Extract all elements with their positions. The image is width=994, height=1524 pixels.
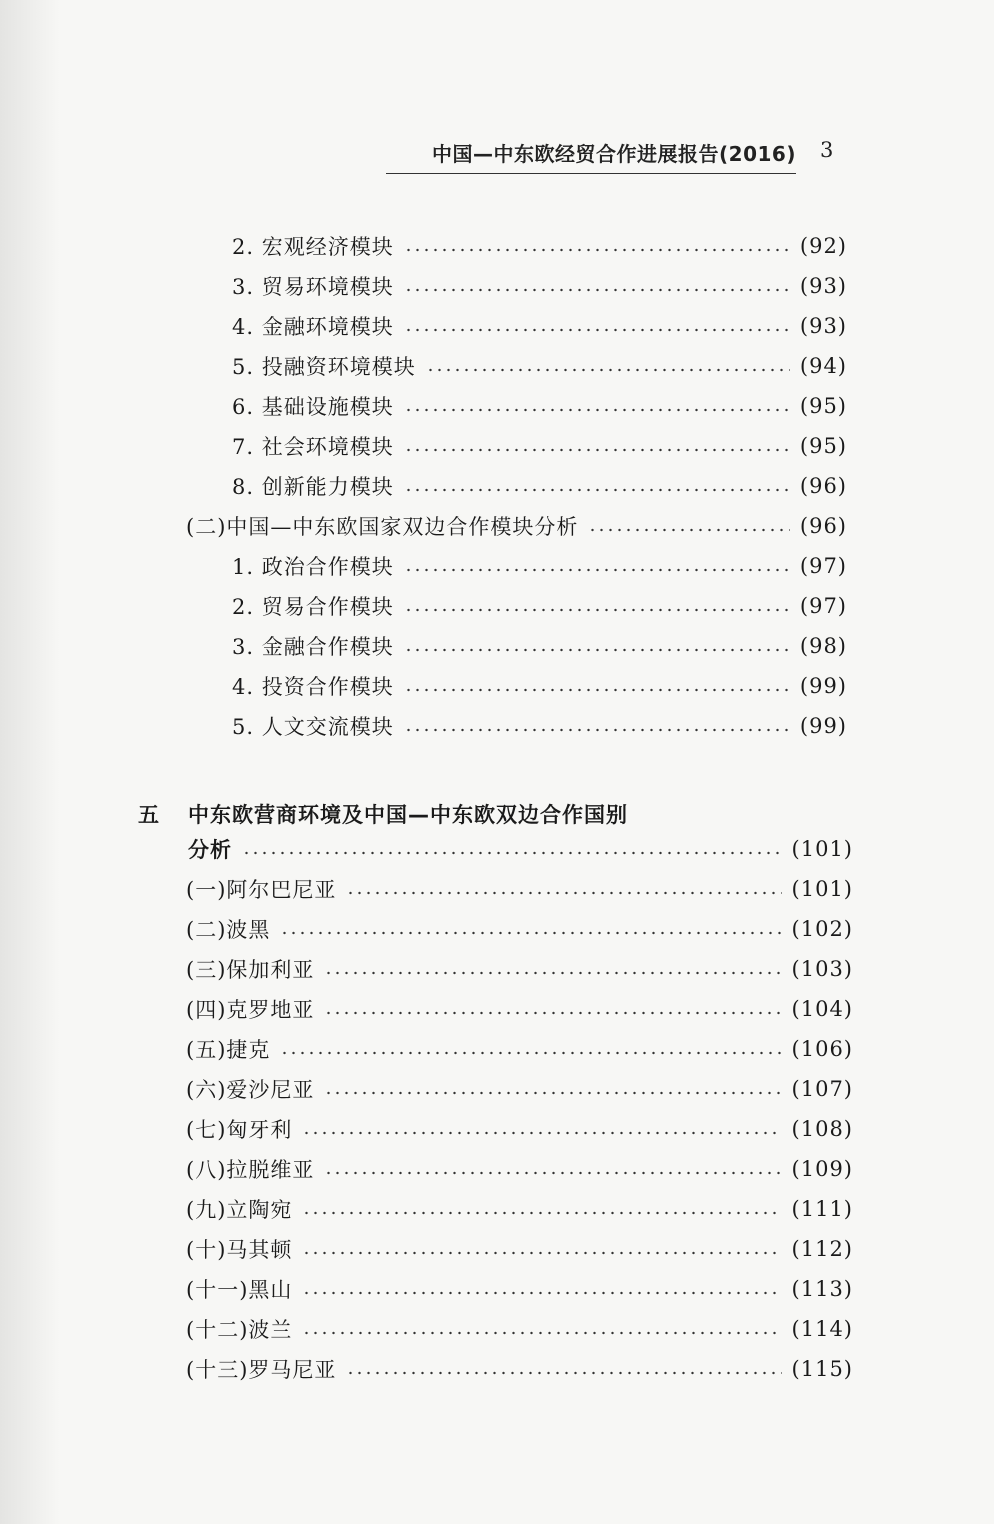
toc-entry-page: (109) — [791, 1157, 853, 1181]
toc-entry[interactable] — [186, 1272, 853, 1306]
toc-section-heading-continuation[interactable] — [188, 832, 853, 866]
dot-leader — [324, 1011, 781, 1015]
toc-entry[interactable] — [232, 669, 847, 703]
dot-leader — [404, 288, 790, 292]
toc-entry[interactable] — [186, 952, 853, 986]
toc-entry-label: (四)克罗地亚 — [186, 998, 315, 1022]
toc-entry-page: (95) — [799, 394, 847, 418]
page-number: 3 — [820, 138, 834, 162]
dot-leader — [404, 488, 790, 492]
toc-entry-page: (94) — [799, 354, 847, 378]
toc-entry-label: 3. 金融合作模块 — [232, 635, 394, 659]
toc-entry[interactable] — [186, 912, 853, 946]
toc-entry[interactable] — [186, 1192, 853, 1226]
dot-leader — [302, 1131, 781, 1135]
toc-entry-page: (99) — [799, 674, 847, 698]
toc-entry-page: (101) — [791, 877, 853, 901]
toc-entry-label: 2. 宏观经济模块 — [232, 235, 394, 259]
toc-entry-page: (107) — [791, 1077, 853, 1101]
toc-entry[interactable] — [232, 709, 847, 743]
toc-entry-label: (一)阿尔巴尼亚 — [186, 878, 337, 902]
toc-entry-page: (93) — [799, 274, 847, 298]
toc-entry[interactable] — [232, 389, 847, 423]
toc-entry-page: (96) — [799, 514, 847, 538]
dot-leader — [404, 248, 790, 252]
toc-entry[interactable] — [232, 229, 847, 263]
toc-entry-page: (92) — [799, 234, 847, 258]
toc-entry-page: (97) — [799, 554, 847, 578]
toc-entry[interactable] — [186, 1072, 853, 1106]
dot-leader — [324, 1091, 781, 1095]
dot-leader — [324, 1171, 781, 1175]
toc-entry-page: (111) — [791, 1197, 853, 1221]
dot-leader — [426, 368, 790, 372]
dot-leader — [404, 328, 790, 332]
toc-entry-label: 7. 社会环境模块 — [232, 435, 394, 459]
toc-entry[interactable] — [186, 992, 853, 1026]
toc-entry-label: (八)拉脱维亚 — [186, 1158, 315, 1182]
toc-entry-page: (106) — [791, 1037, 853, 1061]
toc-entry-label: 4. 金融环境模块 — [232, 315, 394, 339]
toc-entry-page: (95) — [799, 434, 847, 458]
dot-leader — [588, 528, 790, 532]
dot-leader — [346, 1371, 781, 1375]
dot-leader — [302, 1251, 781, 1255]
toc-entry-label: (九)立陶宛 — [186, 1198, 293, 1222]
toc-entry[interactable] — [186, 1112, 853, 1146]
toc-entry-label: (二)中国—中东欧国家双边合作模块分析 — [186, 515, 579, 539]
toc-entry-page: (114) — [791, 1317, 853, 1341]
toc-entry-page: (104) — [791, 997, 853, 1021]
dot-leader — [324, 971, 781, 975]
dot-leader — [404, 688, 790, 692]
dot-leader — [404, 568, 790, 572]
toc-entry-page: (112) — [791, 1237, 853, 1261]
toc-entry-label: (五)捷克 — [186, 1038, 271, 1062]
toc-entry[interactable] — [232, 469, 847, 503]
running-header-title: 中国—中东欧经贸合作进展报告(2016) — [386, 138, 796, 174]
toc-entry[interactable] — [232, 309, 847, 343]
toc-entry[interactable] — [232, 589, 847, 623]
section-title-continuation: 分析 — [188, 838, 232, 862]
toc-entry-label: (十一)黑山 — [186, 1278, 293, 1302]
toc-entry[interactable] — [232, 429, 847, 463]
toc-entry[interactable] — [186, 1032, 853, 1066]
toc-entry-label: (十二)波兰 — [186, 1318, 293, 1342]
dot-leader — [404, 648, 790, 652]
toc-entry[interactable] — [232, 629, 847, 663]
dot-leader — [404, 728, 790, 732]
page-edge-shadow — [0, 0, 60, 1524]
toc-entry[interactable] — [232, 269, 847, 303]
section-title: 中东欧营商环境及中国—中东欧双边合作国别 — [188, 803, 628, 827]
toc-entry-label: (三)保加利亚 — [186, 958, 315, 982]
dot-leader — [404, 408, 790, 412]
toc-entry-label: (七)匈牙利 — [186, 1118, 293, 1142]
toc-entry-page: (108) — [791, 1117, 853, 1141]
toc-entry-page: (113) — [791, 1277, 853, 1301]
dot-leader — [404, 448, 790, 452]
toc-entry-label: (十)马其顿 — [186, 1238, 293, 1262]
section-number: 五 — [138, 803, 160, 827]
toc-entry-label: 8. 创新能力模块 — [232, 475, 394, 499]
toc-entry-page: (101) — [791, 837, 853, 861]
toc-entry-page: (97) — [799, 594, 847, 618]
toc-subsection-heading[interactable] — [186, 509, 847, 543]
dot-leader — [242, 851, 782, 855]
toc-entry-page: (103) — [791, 957, 853, 981]
dot-leader — [346, 891, 781, 895]
toc-entry-label: 1. 政治合作模块 — [232, 555, 394, 579]
dot-leader — [280, 931, 781, 935]
toc-entry[interactable] — [232, 349, 847, 383]
dot-leader — [302, 1331, 781, 1335]
toc-entry-page: (93) — [799, 314, 847, 338]
toc-entry-page: (115) — [791, 1357, 853, 1381]
dot-leader — [302, 1291, 781, 1295]
toc-entry-page: (99) — [799, 714, 847, 738]
toc-entry-page: (96) — [799, 474, 847, 498]
toc-entry[interactable] — [186, 872, 853, 906]
toc-entry-label: 2. 贸易合作模块 — [232, 595, 394, 619]
toc-entry[interactable] — [186, 1232, 853, 1266]
toc-entry-label: 5. 人文交流模块 — [232, 715, 394, 739]
toc-entry[interactable] — [232, 549, 847, 583]
toc-entry-label: 6. 基础设施模块 — [232, 395, 394, 419]
dot-leader — [280, 1051, 781, 1055]
toc-entry-label: 4. 投资合作模块 — [232, 675, 394, 699]
toc-entry[interactable] — [186, 1152, 853, 1186]
dot-leader — [302, 1211, 781, 1215]
toc-entry-label: 5. 投融资环境模块 — [232, 355, 416, 379]
toc-entry-page: (98) — [799, 634, 847, 658]
toc-section-heading[interactable] — [138, 797, 628, 831]
dot-leader — [404, 608, 790, 612]
toc-entry[interactable] — [186, 1312, 853, 1346]
toc-entry-page: (102) — [791, 917, 853, 941]
toc-entry[interactable] — [186, 1352, 853, 1386]
toc-entry-label: (六)爱沙尼亚 — [186, 1078, 315, 1102]
toc-entry-label: (十三)罗马尼亚 — [186, 1358, 337, 1382]
toc-entry-label: (二)波黑 — [186, 918, 271, 942]
toc-entry-label: 3. 贸易环境模块 — [232, 275, 394, 299]
